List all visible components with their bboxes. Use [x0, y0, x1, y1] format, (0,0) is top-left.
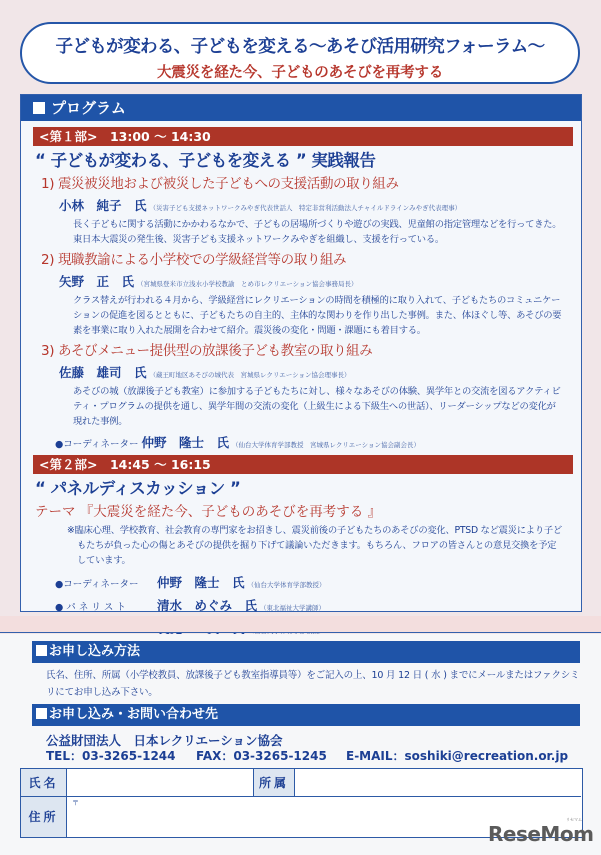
fax-number: FAX：03-3265-1245 [196, 749, 327, 763]
panelist-name: 清水 めぐみ 氏 [157, 598, 258, 613]
square-bullet-icon [33, 102, 45, 114]
coordinator-affiliation: （仙台大学体育学部教授 宮城県レクリエーション協会副会長） [232, 441, 421, 449]
application-section-title: お申し込み方法 [49, 644, 141, 659]
part1-topic-2 [21, 248, 581, 338]
program-panel [20, 94, 582, 612]
theme-label: テーマ [35, 504, 76, 520]
address-label: 住所 [21, 797, 67, 837]
forum-subtitle: 大震災を経た今、子どものあそびを再考する [157, 65, 443, 81]
part2-coordinator [55, 572, 581, 591]
topic-description: あそびの城（放課後子ども教室）に参加する子どもたちに対し、様々なあそびの体験、異学年との交流を図るアクティビティ・プログラムの提供を通し、異学年間の交流の変化（上級生による下級生への世話）、リーダーシップなどの変化が現れた事例。 [73, 386, 561, 427]
application-section-header [32, 641, 580, 663]
part2-session-title: “ パネルディスカッション ” [35, 479, 241, 498]
name-label: 氏名 [21, 769, 67, 797]
part2-theme [35, 500, 581, 520]
contact-section-title: お申し込み・お問い合わせ先 [49, 707, 219, 722]
topic-title: 2) 現職教諭による小学校での学級経営等の取り組み [41, 252, 347, 268]
panelists-role: ● パ ネ リ ス ト [55, 602, 126, 613]
tel-number: TEL：03-3265-1244 [46, 749, 176, 763]
coordinator-role: ●コーディネーター [55, 439, 139, 450]
topic-description: 長く子どもに関する活動にかかわるなかで、子どもの居場所づくりや遊びの実践、児童館の指定管理などを行ってきた。東日本大震災の発生後、災害子ども支援ネットワークみやぎを組織し、支援を行っている。 [73, 219, 562, 245]
forum-title: 子どもが変わる、子どもを変える〜あそび活用研究フォーラム〜 [55, 37, 545, 57]
speaker-name: 矢野 正 氏 [59, 274, 135, 289]
contact-line [46, 747, 582, 764]
part1-coordinator [55, 432, 581, 451]
panelist-row [55, 595, 581, 614]
coordinator-role: ●コーディネーター [55, 579, 139, 590]
coordinator-name: 仲野 隆士 氏 [141, 435, 230, 450]
coordinator-name: 仲野 隆士 氏 [157, 575, 245, 590]
speaker [59, 271, 581, 290]
panelist-affiliation: （東北福祉大学講師） [260, 604, 326, 612]
program-section-title: プログラム [51, 99, 126, 117]
affiliation-field[interactable] [295, 769, 581, 797]
affiliation-label: 所属 [253, 769, 295, 797]
speaker [59, 195, 581, 214]
speaker [59, 362, 581, 381]
speaker-affiliation: （災害子ども支援ネットワークみやぎ代表世話人 特定非営利活動法人チャイルドラインみやぎ代表理事） [149, 204, 462, 212]
topic-title: 3) あそびメニュー提供型の放課後子ども教室の取り組み [41, 343, 373, 359]
theme-text: 『大震災を経た今、子どものあそびを再考する 』 [79, 504, 382, 520]
postal-mark: 〒 [72, 799, 79, 807]
square-bullet-icon [36, 708, 47, 719]
coordinator-affiliation: （仙台大学体育学部教授） [247, 581, 326, 589]
panel-note: ※臨床心理、学校教育、社会教育の専門家をお招きし、震災前後の子どもたちのあそびの変化、PTSD など震災により子どもたちが負った心の傷とあそびの提供を掘り下げて議論いただきます。もちろん、フロアの皆さんとの意見交換を予定しています。 [67, 525, 562, 566]
speaker-name: 小林 純子 氏 [59, 198, 147, 213]
name-field[interactable] [67, 769, 253, 797]
application-instructions: 氏名、住所、所属（小学校教員、放課後子ども教室指導員等）をご記入の上、10 月 12 日 ( 水 ) までにメールまたはファクシミリにてお申し込み下さい。 [46, 670, 580, 698]
part1-time-bar: <第１部> 13:00 ～ 14:30 [33, 127, 573, 146]
topic-title: 1) 震災被災地および被災した子どもへの支援活動の取り組み [41, 176, 399, 192]
topic-description: クラス替えが行われる４月から、学級経営にレクリエーションの時間を積極的に取り入れて、子どもたちのコミュニケーションの促進を図るとともに、子どもたちの自主的、主体的な関わりを作り出した事例。また、体ほぐし等、あそびの要素を事業に取り入れた展開を合わせて紹介。震災後の変化・問題・課題にも着目する。 [73, 295, 562, 336]
speaker-affiliation: （蔵王町地区あそびの城代表 宮城県レクリエーション協会理事長） [149, 371, 351, 379]
part1-session-title: “ 子どもが変わる、子どもを変える ” 実践報告 [35, 151, 376, 170]
organization-name: 公益財団法人 日本レクリエーション協会 [46, 733, 283, 748]
part1-topic-3 [21, 339, 581, 429]
speaker-affiliation: （宮城県登米市立浅水小学校教諭 とめ市レクリエーション協会事務局長） [137, 280, 358, 288]
divider-band [0, 616, 601, 633]
email-address[interactable]: E-MAIL：soshiki@recreation.or.jp [346, 749, 569, 763]
resemom-logo: ReseMom [488, 822, 594, 846]
watermark-reading: リセマム [566, 817, 582, 822]
square-bullet-icon [36, 645, 47, 656]
program-section-header [21, 95, 581, 121]
speaker-name: 佐藤 雄司 氏 [59, 365, 147, 380]
part2-time-bar: <第２部> 14:45 ～ 16:15 [33, 455, 573, 474]
contact-section-header [32, 704, 580, 726]
title-banner [20, 22, 580, 84]
part1-topic-1 [21, 172, 581, 247]
